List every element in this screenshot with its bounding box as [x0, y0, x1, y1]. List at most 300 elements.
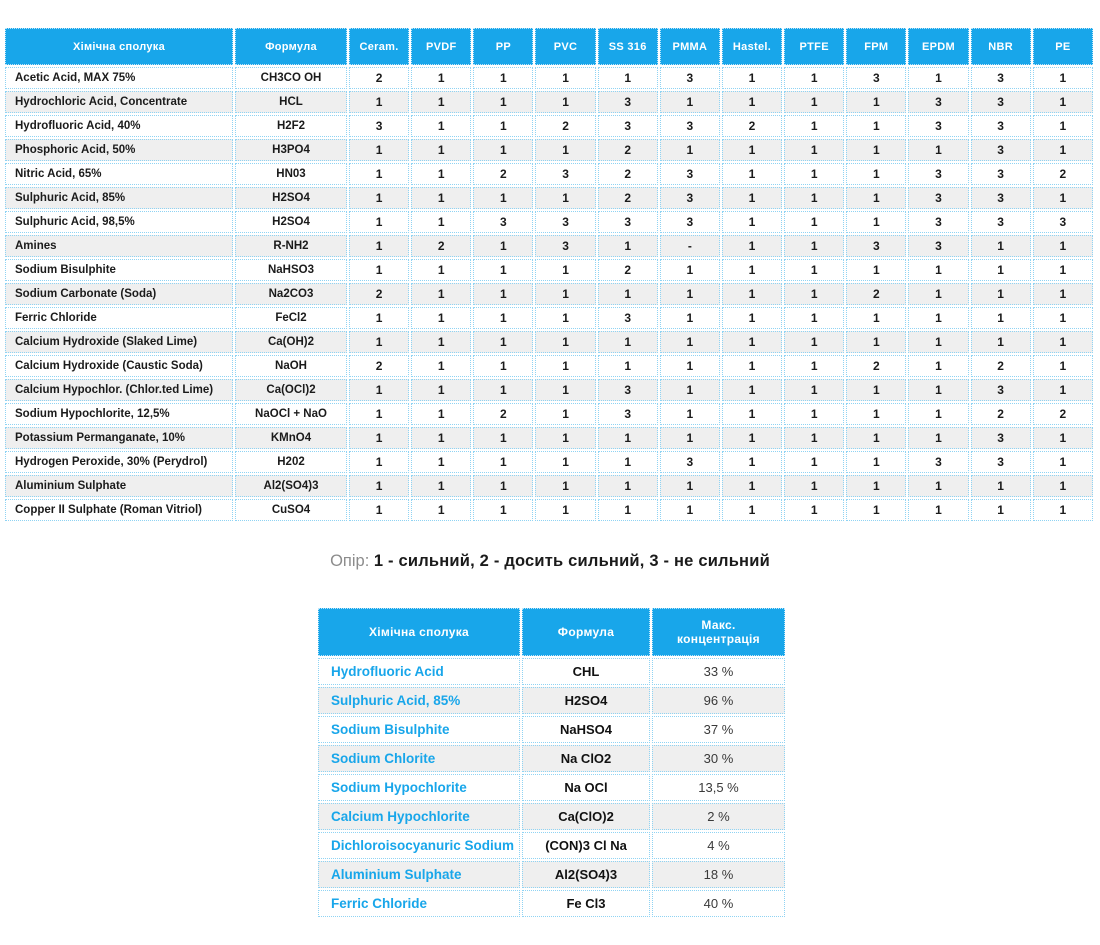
chemical-name-cell: Calcium Hydroxide (Caustic Soda): [5, 355, 233, 377]
chemical-name-cell: Sodium Bisulphite: [318, 716, 520, 743]
rating-cell: 1: [784, 307, 844, 329]
formula-cell: HCL: [235, 91, 347, 113]
rating-cell: 1: [349, 331, 409, 353]
table-row: [318, 890, 785, 917]
rating-cell: 3: [598, 115, 658, 137]
rating-cell: 1: [598, 427, 658, 449]
rating-cell: 1: [598, 283, 658, 305]
rating-cell: 1: [1033, 331, 1093, 353]
rating-cell: 1: [349, 211, 409, 233]
table-row: [318, 774, 785, 801]
rating-cell: 1: [349, 379, 409, 401]
rating-cell: 1: [473, 259, 533, 281]
rating-cell: 1: [411, 379, 471, 401]
max-concentration-cell: 2 %: [652, 803, 785, 830]
chemical-name-cell: Amines: [5, 235, 233, 257]
table-row: [318, 658, 785, 685]
rating-cell: 1: [349, 139, 409, 161]
chemical-name-cell: Ferric Chloride: [5, 307, 233, 329]
rating-cell: 3: [660, 163, 720, 185]
rating-cell: 1: [535, 259, 595, 281]
rating-cell: 2: [598, 163, 658, 185]
table-row: [5, 187, 1093, 209]
rating-cell: 1: [535, 499, 595, 521]
rating-cell: 1: [846, 91, 906, 113]
rating-cell: 1: [846, 307, 906, 329]
rating-cell: 1: [660, 403, 720, 425]
legend-prefix: Опір:: [330, 552, 370, 570]
chemical-name-cell: Sulphuric Acid, 98,5%: [5, 211, 233, 233]
max-concentration-cell: 96 %: [652, 687, 785, 714]
resistance-column-header: Ceram.: [349, 28, 409, 65]
rating-cell: 1: [908, 139, 968, 161]
resistance-column-header: Hastel.: [722, 28, 782, 65]
chemical-name-cell: Calcium Hypochlorite: [318, 803, 520, 830]
table-row: [318, 832, 785, 859]
rating-cell: 1: [535, 67, 595, 89]
rating-cell: 1: [971, 235, 1031, 257]
rating-cell: 1: [846, 211, 906, 233]
rating-cell: 2: [349, 355, 409, 377]
rating-cell: 1: [971, 259, 1031, 281]
chemical-name-cell: Potassium Permanganate, 10%: [5, 427, 233, 449]
concentration-header-row: [318, 608, 785, 656]
resistance-column-header: PMMA: [660, 28, 720, 65]
rating-cell: 2: [598, 259, 658, 281]
chemical-name-cell: Aluminium Sulphate: [318, 861, 520, 888]
chemical-name-cell: Sodium Hypochlorite: [318, 774, 520, 801]
rating-cell: 1: [722, 307, 782, 329]
rating-cell: 1: [971, 307, 1031, 329]
rating-cell: 1: [1033, 379, 1093, 401]
rating-cell: 1: [473, 307, 533, 329]
rating-cell: 1: [908, 499, 968, 521]
table-row: [5, 475, 1093, 497]
rating-cell: 3: [598, 307, 658, 329]
rating-cell: 1: [411, 499, 471, 521]
rating-cell: 1: [535, 379, 595, 401]
formula-cell: H3PO4: [235, 139, 347, 161]
formula-cell: NaHSO4: [522, 716, 650, 743]
rating-cell: 1: [1033, 307, 1093, 329]
chemical-name-cell: Hydrogen Peroxide, 30% (Perydrol): [5, 451, 233, 473]
rating-cell: 1: [349, 259, 409, 281]
rating-cell: 1: [349, 451, 409, 473]
chemical-name-cell: Sulphuric Acid, 85%: [5, 187, 233, 209]
rating-cell: 1: [411, 427, 471, 449]
rating-cell: 1: [473, 451, 533, 473]
rating-cell: 1: [722, 67, 782, 89]
resistance-column-header: PVC: [535, 28, 595, 65]
rating-cell: 3: [971, 211, 1031, 233]
formula-cell: Na ClO2: [522, 745, 650, 772]
rating-cell: 1: [722, 187, 782, 209]
rating-cell: 3: [908, 187, 968, 209]
resistance-column-header: PE: [1033, 28, 1093, 65]
rating-cell: 3: [846, 67, 906, 89]
formula-cell: Na2CO3: [235, 283, 347, 305]
rating-cell: 1: [784, 379, 844, 401]
rating-cell: 1: [411, 115, 471, 137]
table-row: [5, 451, 1093, 473]
rating-cell: 1: [598, 451, 658, 473]
chemical-name-cell: Aluminium Sulphate: [5, 475, 233, 497]
rating-cell: 1: [971, 475, 1031, 497]
rating-cell: 3: [535, 211, 595, 233]
rating-cell: 1: [971, 283, 1031, 305]
formula-cell: CuSO4: [235, 499, 347, 521]
table-row: [5, 355, 1093, 377]
resistance-column-header: Формула: [235, 28, 347, 65]
rating-cell: 1: [411, 283, 471, 305]
rating-cell: 1: [784, 499, 844, 521]
rating-cell: 2: [722, 115, 782, 137]
rating-cell: 1: [846, 115, 906, 137]
rating-cell: 1: [722, 235, 782, 257]
chemical-name-cell: Hydrofluoric Acid: [318, 658, 520, 685]
formula-cell: Fe Cl3: [522, 890, 650, 917]
table-row: [5, 379, 1093, 401]
rating-cell: 3: [349, 115, 409, 137]
rating-cell: 1: [722, 211, 782, 233]
table-row: [5, 499, 1093, 521]
formula-cell: Al2(SO4)3: [522, 861, 650, 888]
rating-cell: 3: [1033, 211, 1093, 233]
rating-cell: 1: [411, 259, 471, 281]
rating-cell: 3: [660, 211, 720, 233]
rating-cell: 1: [660, 427, 720, 449]
resistance-legend: [0, 548, 1100, 574]
table-row: [5, 283, 1093, 305]
rating-cell: 3: [846, 235, 906, 257]
rating-cell: 1: [784, 331, 844, 353]
rating-cell: 1: [473, 379, 533, 401]
rating-cell: 1: [598, 235, 658, 257]
rating-cell: 1: [784, 235, 844, 257]
rating-cell: 2: [846, 283, 906, 305]
rating-cell: 1: [908, 331, 968, 353]
rating-cell: 1: [722, 331, 782, 353]
formula-cell: CH3CO OH: [235, 67, 347, 89]
rating-cell: 2: [846, 355, 906, 377]
rating-cell: 1: [349, 307, 409, 329]
rating-cell: 1: [349, 475, 409, 497]
resistance-column-header: SS 316: [598, 28, 658, 65]
formula-cell: H2SO4: [235, 211, 347, 233]
formula-cell: H2SO4: [522, 687, 650, 714]
formula-cell: Ca(ClO)2: [522, 803, 650, 830]
chemical-name-cell: Sodium Hypochlorite, 12,5%: [5, 403, 233, 425]
rating-cell: 1: [473, 91, 533, 113]
rating-cell: 2: [971, 355, 1031, 377]
rating-cell: 1: [722, 355, 782, 377]
rating-cell: 2: [473, 403, 533, 425]
rating-cell: 3: [473, 211, 533, 233]
rating-cell: 1: [660, 499, 720, 521]
rating-cell: 1: [846, 187, 906, 209]
rating-cell: 1: [473, 331, 533, 353]
rating-cell: 1: [784, 163, 844, 185]
resistance-column-header: PVDF: [411, 28, 471, 65]
table-row: [5, 115, 1093, 137]
rating-cell: 1: [722, 403, 782, 425]
rating-cell: 3: [598, 379, 658, 401]
rating-cell: 1: [473, 355, 533, 377]
rating-cell: 1: [784, 115, 844, 137]
chemical-name-cell: Copper II Sulphate (Roman Vitriol): [5, 499, 233, 521]
rating-cell: 1: [908, 283, 968, 305]
rating-cell: 2: [473, 163, 533, 185]
chemical-name-cell: Sodium Bisulphite: [5, 259, 233, 281]
table-row: [318, 687, 785, 714]
rating-cell: 1: [908, 475, 968, 497]
rating-cell: 1: [908, 379, 968, 401]
rating-cell: 1: [722, 139, 782, 161]
rating-cell: 1: [722, 259, 782, 281]
chemical-name-cell: Calcium Hydroxide (Slaked Lime): [5, 331, 233, 353]
rating-cell: 1: [908, 355, 968, 377]
rating-cell: 1: [535, 307, 595, 329]
legend-text: 1 - сильний, 2 - досить сильний, 3 - не сильний: [373, 552, 770, 570]
table-row: [318, 861, 785, 888]
rating-cell: 1: [908, 307, 968, 329]
rating-cell: 3: [535, 235, 595, 257]
rating-cell: 1: [598, 499, 658, 521]
rating-cell: 1: [784, 451, 844, 473]
rating-cell: 1: [660, 331, 720, 353]
formula-cell: H202: [235, 451, 347, 473]
rating-cell: 1: [971, 499, 1031, 521]
rating-cell: 1: [535, 403, 595, 425]
rating-cell: 1: [846, 139, 906, 161]
rating-cell: 1: [349, 187, 409, 209]
table-row: [318, 745, 785, 772]
chemical-name-cell: Calcium Hypochlor. (Chlor.ted Lime): [5, 379, 233, 401]
rating-cell: 3: [971, 139, 1031, 161]
rating-cell: 1: [1033, 115, 1093, 137]
rating-cell: 3: [971, 91, 1031, 113]
rating-cell: 1: [784, 187, 844, 209]
table-row: [5, 67, 1093, 89]
rating-cell: 1: [349, 427, 409, 449]
rating-cell: 1: [473, 235, 533, 257]
rating-cell: 1: [846, 499, 906, 521]
rating-cell: 3: [908, 91, 968, 113]
chemical-name-cell: Acetic Acid, MAX 75%: [5, 67, 233, 89]
rating-cell: 1: [722, 283, 782, 305]
rating-cell: 3: [598, 211, 658, 233]
rating-cell: 2: [535, 115, 595, 137]
rating-cell: 1: [784, 355, 844, 377]
rating-cell: 1: [411, 139, 471, 161]
rating-cell: 1: [473, 187, 533, 209]
concentration-column-header: Макс. концентрація: [652, 608, 785, 656]
rating-cell: 1: [1033, 139, 1093, 161]
rating-cell: 1: [535, 427, 595, 449]
rating-cell: 1: [411, 355, 471, 377]
rating-cell: 3: [535, 163, 595, 185]
chemical-name-cell: Sodium Chlorite: [318, 745, 520, 772]
rating-cell: 1: [784, 139, 844, 161]
rating-cell: 1: [1033, 427, 1093, 449]
chemical-name-cell: Dichloroisocyanuric Sodium: [318, 832, 520, 859]
rating-cell: 3: [908, 451, 968, 473]
rating-cell: 1: [846, 379, 906, 401]
rating-cell: 2: [1033, 163, 1093, 185]
resistance-column-header: PTFE: [784, 28, 844, 65]
rating-cell: 1: [349, 499, 409, 521]
rating-cell: 1: [722, 475, 782, 497]
rating-cell: 3: [598, 403, 658, 425]
rating-cell: 1: [660, 91, 720, 113]
rating-cell: -: [660, 235, 720, 257]
rating-cell: 1: [473, 499, 533, 521]
formula-cell: H2SO4: [235, 187, 347, 209]
formula-cell: NaOH: [235, 355, 347, 377]
rating-cell: 1: [660, 259, 720, 281]
chemical-name-cell: Phosphoric Acid, 50%: [5, 139, 233, 161]
chemical-name-cell: Hydrofluoric Acid, 40%: [5, 115, 233, 137]
table-row: [5, 91, 1093, 113]
rating-cell: 1: [411, 331, 471, 353]
rating-cell: 1: [598, 355, 658, 377]
rating-cell: 1: [411, 211, 471, 233]
formula-cell: (CON)3 Cl Na: [522, 832, 650, 859]
chemical-name-cell: Hydrochloric Acid, Concentrate: [5, 91, 233, 113]
rating-cell: 2: [598, 139, 658, 161]
rating-cell: 1: [411, 163, 471, 185]
table-row: [5, 427, 1093, 449]
rating-cell: 1: [784, 427, 844, 449]
rating-cell: 3: [908, 115, 968, 137]
rating-cell: 1: [908, 67, 968, 89]
table-row: [5, 331, 1093, 353]
formula-cell: CHL: [522, 658, 650, 685]
rating-cell: 1: [598, 475, 658, 497]
rating-cell: 3: [660, 187, 720, 209]
formula-cell: NaHSO3: [235, 259, 347, 281]
formula-cell: NaOCl + NaO: [235, 403, 347, 425]
rating-cell: 1: [1033, 91, 1093, 113]
max-concentration-cell: 18 %: [652, 861, 785, 888]
rating-cell: 1: [908, 403, 968, 425]
rating-cell: 1: [411, 307, 471, 329]
rating-cell: 1: [1033, 475, 1093, 497]
rating-cell: 3: [971, 187, 1031, 209]
rating-cell: 2: [971, 403, 1031, 425]
rating-cell: 1: [535, 187, 595, 209]
resistance-column-header: PP: [473, 28, 533, 65]
rating-cell: 1: [411, 475, 471, 497]
rating-cell: 1: [535, 331, 595, 353]
resistance-column-header: EPDM: [908, 28, 968, 65]
rating-cell: 1: [535, 355, 595, 377]
rating-cell: 1: [349, 403, 409, 425]
rating-cell: 1: [722, 451, 782, 473]
rating-cell: 3: [660, 67, 720, 89]
rating-cell: 1: [535, 475, 595, 497]
rating-cell: 1: [722, 91, 782, 113]
rating-cell: 1: [411, 67, 471, 89]
concentration-column-header: Формула: [522, 608, 650, 656]
rating-cell: 1: [784, 91, 844, 113]
rating-cell: 1: [846, 163, 906, 185]
rating-cell: 1: [349, 235, 409, 257]
rating-cell: 1: [411, 403, 471, 425]
rating-cell: 1: [1033, 235, 1093, 257]
rating-cell: 1: [846, 331, 906, 353]
rating-cell: 3: [908, 235, 968, 257]
chemical-resistance-table: [3, 26, 1095, 523]
rating-cell: 1: [846, 475, 906, 497]
rating-cell: 1: [1033, 283, 1093, 305]
rating-cell: 1: [349, 91, 409, 113]
formula-cell: FeCl2: [235, 307, 347, 329]
rating-cell: 1: [411, 91, 471, 113]
rating-cell: 1: [908, 427, 968, 449]
chemical-name-cell: Sulphuric Acid, 85%: [318, 687, 520, 714]
resistance-column-header: Хімічна сполука: [5, 28, 233, 65]
rating-cell: 1: [349, 163, 409, 185]
formula-cell: Al2(SO4)3: [235, 475, 347, 497]
rating-cell: 1: [784, 403, 844, 425]
rating-cell: 1: [660, 307, 720, 329]
rating-cell: 1: [473, 115, 533, 137]
rating-cell: 1: [660, 475, 720, 497]
chemical-name-cell: Sodium Carbonate (Soda): [5, 283, 233, 305]
rating-cell: 1: [473, 139, 533, 161]
table-row: [318, 716, 785, 743]
rating-cell: 1: [535, 283, 595, 305]
table-row: [5, 403, 1093, 425]
chemical-name-cell: Nitric Acid, 65%: [5, 163, 233, 185]
rating-cell: 1: [722, 379, 782, 401]
rating-cell: 1: [846, 403, 906, 425]
max-concentration-table: [316, 606, 787, 919]
rating-cell: 1: [660, 355, 720, 377]
formula-cell: HN03: [235, 163, 347, 185]
concentration-column-header: Хімічна сполука: [318, 608, 520, 656]
rating-cell: 1: [473, 67, 533, 89]
rating-cell: 1: [784, 211, 844, 233]
rating-cell: 2: [1033, 403, 1093, 425]
table-row: [5, 139, 1093, 161]
table-row: [5, 259, 1093, 281]
rating-cell: 2: [349, 283, 409, 305]
rating-cell: 1: [1033, 187, 1093, 209]
rating-cell: 3: [971, 427, 1031, 449]
rating-cell: 1: [784, 475, 844, 497]
rating-cell: 3: [908, 211, 968, 233]
rating-cell: 1: [660, 139, 720, 161]
formula-cell: H2F2: [235, 115, 347, 137]
rating-cell: 1: [660, 283, 720, 305]
rating-cell: 3: [971, 451, 1031, 473]
rating-cell: 1: [535, 139, 595, 161]
rating-cell: 1: [846, 259, 906, 281]
max-concentration-cell: 4 %: [652, 832, 785, 859]
formula-cell: Ca(OH)2: [235, 331, 347, 353]
formula-cell: Ca(OCl)2: [235, 379, 347, 401]
table-row: [5, 307, 1093, 329]
rating-cell: 1: [1033, 499, 1093, 521]
max-concentration-cell: 33 %: [652, 658, 785, 685]
rating-cell: 1: [908, 259, 968, 281]
rating-cell: 1: [473, 427, 533, 449]
rating-cell: 1: [784, 67, 844, 89]
max-concentration-cell: 13,5 %: [652, 774, 785, 801]
formula-cell: Na OCl: [522, 774, 650, 801]
